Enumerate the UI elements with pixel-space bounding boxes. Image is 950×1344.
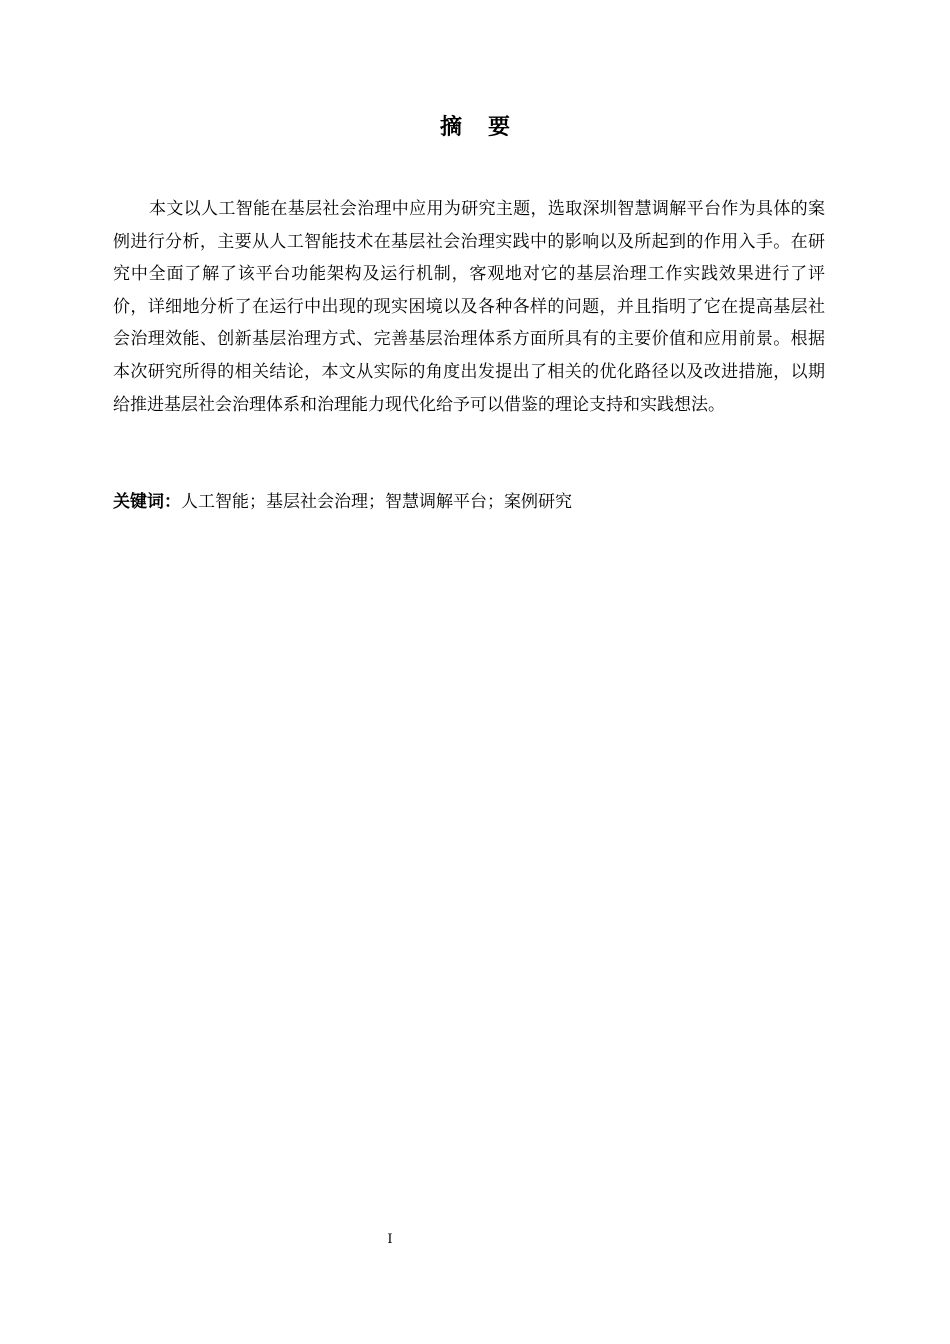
abstract-title-char-1: 摘 — [439, 115, 462, 140]
abstract-title-char-2: 要 — [488, 115, 511, 140]
keywords-line — [113, 486, 825, 518]
abstract-title — [0, 112, 950, 144]
page-number: I — [387, 1232, 393, 1247]
keywords-label: 关键词： — [113, 492, 181, 512]
keywords-text: 人工智能；基层社会治理；智慧调解平台；案例研究 — [181, 492, 572, 512]
abstract-paragraph: 本文以人工智能在基层社会治理中应用为研究主题，选取深圳智慧调解平台作为具体的案例进行分析，主要从人工智能技术在基层社会治理实践中的影响以及所起到的作用入手。在研究中全面了解了该平台功能架构及运行机制，客观地对它的基层治理工作实践效果进行了评价，详细地分析了在运行中出现的现实困境以及各种各样的问题，并且指明了它在提高基层社会治理效能、创新基层治理方式、完善基层治理体系方面所具有的主要价值和应用前景。根据本次研究所得的相关结论，本文从实际的角度出发提出了相关的优化路径以及改进措施，以期给推进基层社会治理体系和治理能力现代化给予可以借鉴的理论支持和实践想法。 — [113, 199, 825, 415]
